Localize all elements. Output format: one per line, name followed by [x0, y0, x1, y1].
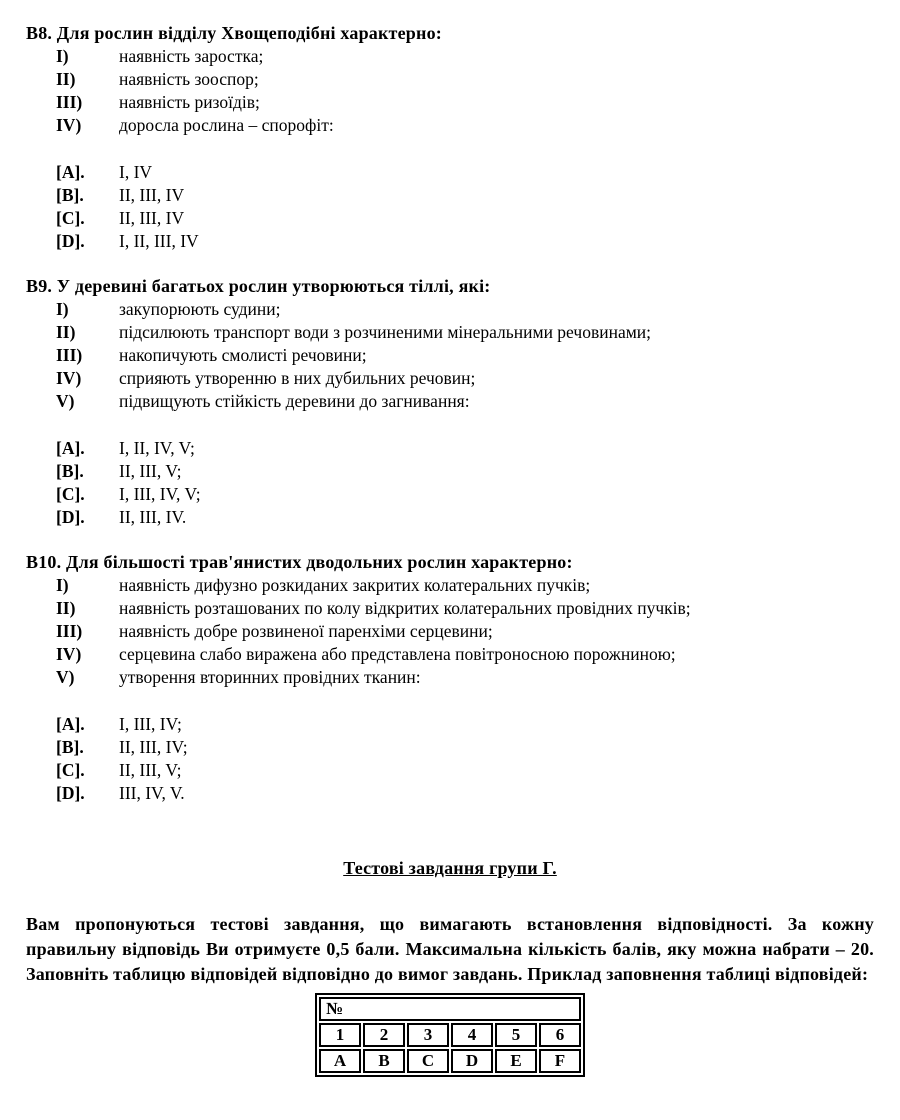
letter-cell: D [451, 1049, 493, 1073]
option-label: [C]. [56, 208, 85, 228]
number-cell: 6 [539, 1023, 581, 1047]
statement-text: наявність ризоїдів; [119, 92, 260, 112]
statement-text: сприяють утворенню в них дубильних речовин; [119, 368, 476, 388]
question-title: В9. У деревині багатьох рослин утворюються тіллі, які: [26, 276, 491, 296]
option-text: I, IV [119, 162, 153, 182]
statement-label: II) [56, 322, 76, 342]
instructions-paragraph: Вам пропонуються тестові завдання, що вимагають встановлення відповідності. За кожну правильну відповідь Ви отримуєте 0,5 бали. Максимальна кількість балів, яку можна набрати – 20. Заповніть таблицю відповідей відповідно до вимог завдань. Приклад заповнення таблиці відповідей: [26, 914, 874, 984]
option-label: [C]. [56, 484, 85, 504]
option-text: II, III, V; [119, 760, 182, 780]
option-text: III, IV, V. [119, 783, 185, 803]
option-text: II, III, IV. [119, 507, 187, 527]
statement-label: III) [56, 92, 83, 112]
number-cell: 5 [495, 1023, 537, 1047]
answer-option [26, 460, 874, 483]
option-label: [A]. [56, 714, 85, 734]
statement-label: IV) [56, 644, 82, 664]
option-label: [A]. [56, 438, 85, 458]
statement-text: утворення вторинних провідних тканин: [119, 667, 421, 687]
question-b10 [26, 551, 874, 805]
answer-option [26, 506, 874, 529]
statement [26, 114, 874, 137]
statement [26, 620, 874, 643]
statement-label: IV) [56, 368, 82, 388]
table-row-letters [319, 1049, 581, 1073]
statement-text: накопичують смолисті речовини; [119, 345, 367, 365]
statement-label: I) [56, 575, 69, 595]
statement-label: I) [56, 46, 69, 66]
statement [26, 68, 874, 91]
letter-cell: B [363, 1049, 405, 1073]
option-text: I, III, IV, V; [119, 484, 201, 504]
option-text: I, II, III, IV [119, 231, 199, 251]
numero-header-cell: № [319, 997, 581, 1021]
statement-text: підсилюють транспорт води з розчиненими мінеральними речовинами; [119, 322, 652, 342]
option-label: [B]. [56, 185, 84, 205]
table-row-numbers [319, 1023, 581, 1047]
statement [26, 91, 874, 114]
statement-text: доросла рослина – спорофіт: [119, 115, 334, 135]
statement [26, 643, 874, 666]
answer-option [26, 161, 874, 184]
option-text: II, III, V; [119, 461, 182, 481]
question-title: В10. Для більшості трав'янистих дводольних рослин характерно: [26, 552, 573, 572]
statement [26, 45, 874, 68]
answer-option [26, 184, 874, 207]
statement-label: V) [56, 667, 75, 687]
option-text: II, III, IV [119, 208, 185, 228]
statement [26, 367, 874, 390]
letter-cell: A [319, 1049, 361, 1073]
statement [26, 574, 874, 597]
statement-label: I) [56, 299, 69, 319]
answer-options [26, 713, 874, 805]
section-title: Тестові завдання групи Г. [343, 858, 557, 878]
answer-option [26, 230, 874, 253]
letter-cell: F [539, 1049, 581, 1073]
option-label: [C]. [56, 760, 85, 780]
statement-label: II) [56, 69, 76, 89]
option-text: II, III, IV; [119, 737, 188, 757]
statement-label: V) [56, 391, 75, 411]
answer-option [26, 437, 874, 460]
number-cell: 3 [407, 1023, 449, 1047]
answer-option [26, 713, 874, 736]
statement-label: III) [56, 345, 83, 365]
statement-text: наявність дифузно розкиданих закритих колатеральних пучків; [119, 575, 591, 595]
statement-text: закупорюють судини; [119, 299, 281, 319]
section-header [26, 857, 874, 880]
statement-label: II) [56, 598, 76, 618]
statement [26, 321, 874, 344]
statement [26, 666, 874, 689]
option-text: I, III, IV; [119, 714, 182, 734]
answer-option [26, 736, 874, 759]
option-label: [A]. [56, 162, 85, 182]
statement-text: серцевина слабо виражена або представлена повітроносною порожниною; [119, 644, 676, 664]
option-label: [D]. [56, 231, 85, 251]
answer-option [26, 759, 874, 782]
letter-cell: E [495, 1049, 537, 1073]
statement [26, 298, 874, 321]
statement-label: IV) [56, 115, 82, 135]
statement [26, 344, 874, 367]
answer-option [26, 483, 874, 506]
answer-option [26, 782, 874, 805]
number-cell: 1 [319, 1023, 361, 1047]
question-b8 [26, 22, 874, 253]
option-label: [B]. [56, 461, 84, 481]
answer-options [26, 161, 874, 253]
letter-cell: C [407, 1049, 449, 1073]
statement-text: наявність розташованих по колу відкритих колатеральних провідних пучків; [119, 598, 691, 618]
statement [26, 390, 874, 413]
option-label: [D]. [56, 783, 85, 803]
statement-text: наявність добре розвиненої паренхіми серцевини; [119, 621, 493, 641]
option-label: [D]. [56, 507, 85, 527]
answer-example-table [315, 993, 585, 1077]
statement-label: III) [56, 621, 83, 641]
option-label: [B]. [56, 737, 84, 757]
answer-option [26, 207, 874, 230]
question-b9 [26, 275, 874, 529]
statement-text: підвищують стійкість деревини до загнивання: [119, 391, 470, 411]
option-text: II, III, IV [119, 185, 185, 205]
number-cell: 2 [363, 1023, 405, 1047]
statement-text: наявність заростка; [119, 46, 264, 66]
answer-options [26, 437, 874, 529]
statement-text: наявність зооспор; [119, 69, 259, 89]
table-row-header [319, 997, 581, 1021]
question-title: В8. Для рослин відділу Хвощеподібні характерно: [26, 23, 442, 43]
number-cell: 4 [451, 1023, 493, 1047]
statement [26, 597, 874, 620]
option-text: I, II, IV, V; [119, 438, 195, 458]
